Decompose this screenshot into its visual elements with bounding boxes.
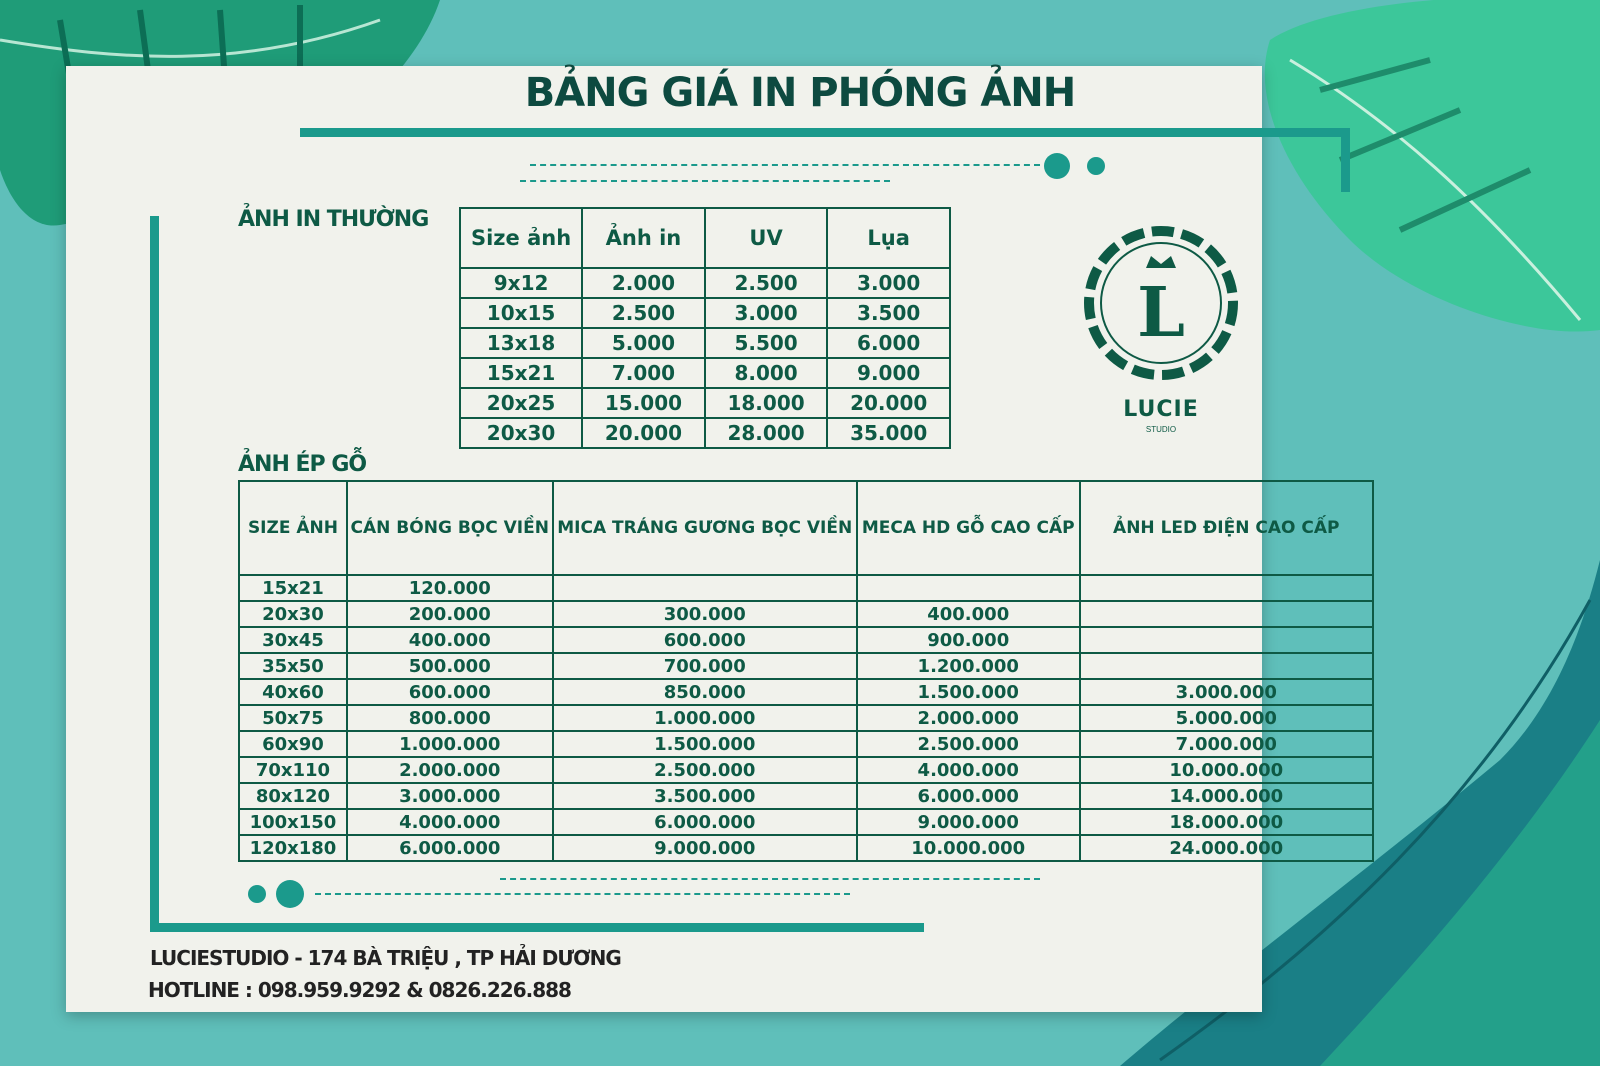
table-cell: [1080, 653, 1373, 679]
table-cell: 9.000.000: [553, 835, 857, 861]
table-cell: 5.000: [582, 328, 705, 358]
table-cell: [857, 575, 1080, 601]
table-cell: 120.000: [347, 575, 553, 601]
table-row: [239, 601, 1373, 627]
dot-small-bottom: [248, 885, 266, 903]
table-row: [239, 783, 1373, 809]
table-cell: 2.500: [705, 268, 828, 298]
table-cell: 9.000.000: [857, 809, 1080, 835]
dot-large-top: [1044, 153, 1070, 179]
table-cell: 10x15: [460, 298, 582, 328]
table-row: [239, 627, 1373, 653]
table-cell: 20x25: [460, 388, 582, 418]
page-title: BẢNG GIÁ IN PHÓNG ẢNH: [524, 70, 1076, 116]
table-cell: 800.000: [347, 705, 553, 731]
dashed-divider-top-2: [520, 180, 890, 182]
table-cell: 9x12: [460, 268, 582, 298]
table-cell: 15x21: [239, 575, 347, 601]
table-cell: 6.000.000: [857, 783, 1080, 809]
dashed-divider-top: [530, 164, 1040, 166]
table-cell: 18.000: [705, 388, 828, 418]
frame-bottom-line: [150, 923, 924, 932]
table-cell: 3.000: [705, 298, 828, 328]
table-header-row: [239, 481, 1373, 575]
table-cell: 100x150: [239, 809, 347, 835]
table-cell: 7.000: [582, 358, 705, 388]
column-header: ẢNH LED ĐIỆN CAO CẤP: [1080, 481, 1373, 575]
table-cell: 20x30: [460, 418, 582, 448]
table-cell: 70x110: [239, 757, 347, 783]
table-cell: 600.000: [347, 679, 553, 705]
table-cell: 14.000.000: [1080, 783, 1373, 809]
table-cell: 500.000: [347, 653, 553, 679]
table-cell: 6.000: [827, 328, 950, 358]
wood-section-title: ẢNH ÉP GỖ: [238, 452, 367, 477]
table-cell: 900.000: [857, 627, 1080, 653]
table-cell: 3.000.000: [347, 783, 553, 809]
table-cell: 200.000: [347, 601, 553, 627]
table-row: [239, 575, 1373, 601]
table-cell: 20.000: [827, 388, 950, 418]
column-header: MECA HD GỖ CAO CẤP: [857, 481, 1080, 575]
regular-section-title: ẢNH IN THƯỜNG: [238, 207, 429, 232]
table-cell: 850.000: [553, 679, 857, 705]
table-cell: 10.000.000: [1080, 757, 1373, 783]
table-cell: 120x180: [239, 835, 347, 861]
table-cell: 9.000: [827, 358, 950, 388]
table-row: [239, 809, 1373, 835]
table-cell: 3.500: [827, 298, 950, 328]
table-cell: [1080, 575, 1373, 601]
table-cell: 40x60: [239, 679, 347, 705]
footer-hotline: HOTLINE : 098.959.9292 & 0826.226.888: [148, 978, 571, 1002]
regular-price-table: [459, 207, 951, 449]
table-cell: 3.000: [827, 268, 950, 298]
table-row: [460, 268, 950, 298]
table-cell: 400.000: [347, 627, 553, 653]
table-row: [239, 653, 1373, 679]
column-header: Ảnh in: [582, 208, 705, 268]
table-row: [460, 388, 950, 418]
table-cell: 50x75: [239, 705, 347, 731]
table-cell: 18.000.000: [1080, 809, 1373, 835]
wood-price-table: [238, 480, 1374, 862]
table-cell: 35.000: [827, 418, 950, 448]
logo-brand: LUCIE: [1123, 397, 1199, 422]
footer-address: LUCIESTUDIO - 174 BÀ TRIỆU , TP HẢI DƯƠNG: [150, 946, 621, 970]
logo-letter: L: [1137, 273, 1185, 353]
table-cell: 7.000.000: [1080, 731, 1373, 757]
column-header: CÁN BÓNG BỌC VIỀN: [347, 481, 553, 575]
table-cell: 15x21: [460, 358, 582, 388]
table-cell: 8.000: [705, 358, 828, 388]
table-cell: 700.000: [553, 653, 857, 679]
table-cell: 3.000.000: [1080, 679, 1373, 705]
dashed-divider-bottom: [500, 878, 1040, 880]
frame-top-line: [300, 128, 1350, 137]
table-cell: 1.500.000: [857, 679, 1080, 705]
lucie-logo: [1076, 218, 1246, 433]
table-cell: 600.000: [553, 627, 857, 653]
table-cell: 80x120: [239, 783, 347, 809]
table-cell: 2.500.000: [857, 731, 1080, 757]
table-cell: 60x90: [239, 731, 347, 757]
table-cell: [1080, 627, 1373, 653]
table-cell: 1.500.000: [553, 731, 857, 757]
table-cell: [1080, 601, 1373, 627]
table-cell: 3.500.000: [553, 783, 857, 809]
column-header: SIZE ẢNH: [239, 481, 347, 575]
monstera-leaf-top-right: [1250, 0, 1600, 340]
column-header: Size ảnh: [460, 208, 582, 268]
table-cell: 300.000: [553, 601, 857, 627]
dot-small-top: [1087, 157, 1105, 175]
table-cell: 2.500.000: [553, 757, 857, 783]
dashed-divider-bottom-2: [315, 893, 850, 895]
table-cell: 2.500: [582, 298, 705, 328]
table-cell: 4.000.000: [347, 809, 553, 835]
table-cell: 10.000.000: [857, 835, 1080, 861]
table-cell: 30x45: [239, 627, 347, 653]
column-header: Lụa: [827, 208, 950, 268]
table-cell: 28.000: [705, 418, 828, 448]
table-cell: 6.000.000: [347, 835, 553, 861]
table-cell: 24.000.000: [1080, 835, 1373, 861]
table-cell: 35x50: [239, 653, 347, 679]
table-cell: 1.000.000: [553, 705, 857, 731]
column-header: MICA TRÁNG GƯƠNG BỌC VIỀN: [553, 481, 857, 575]
table-row: [460, 298, 950, 328]
table-cell: 20x30: [239, 601, 347, 627]
table-cell: 1.200.000: [857, 653, 1080, 679]
logo-wreath-icon: [1076, 218, 1246, 388]
table-cell: 4.000.000: [857, 757, 1080, 783]
table-cell: 2.000: [582, 268, 705, 298]
table-cell: 2.000.000: [857, 705, 1080, 731]
dot-large-bottom: [276, 880, 304, 908]
table-header-row: [460, 208, 950, 268]
table-cell: 6.000.000: [553, 809, 857, 835]
frame-right-line: [1341, 128, 1350, 192]
table-row: [239, 705, 1373, 731]
table-cell: 20.000: [582, 418, 705, 448]
table-row: [460, 328, 950, 358]
table-cell: 5.500: [705, 328, 828, 358]
table-row: [239, 757, 1373, 783]
table-row: [239, 835, 1373, 861]
table-row: [460, 358, 950, 388]
table-cell: 15.000: [582, 388, 705, 418]
table-row: [239, 731, 1373, 757]
table-cell: 5.000.000: [1080, 705, 1373, 731]
table-row: [460, 418, 950, 448]
table-cell: 2.000.000: [347, 757, 553, 783]
table-cell: 400.000: [857, 601, 1080, 627]
table-cell: [553, 575, 857, 601]
logo-sub: STUDIO: [1145, 425, 1177, 434]
table-cell: 13x18: [460, 328, 582, 358]
table-row: [239, 679, 1373, 705]
frame-left-line: [150, 216, 159, 932]
table-cell: 1.000.000: [347, 731, 553, 757]
column-header: UV: [705, 208, 828, 268]
